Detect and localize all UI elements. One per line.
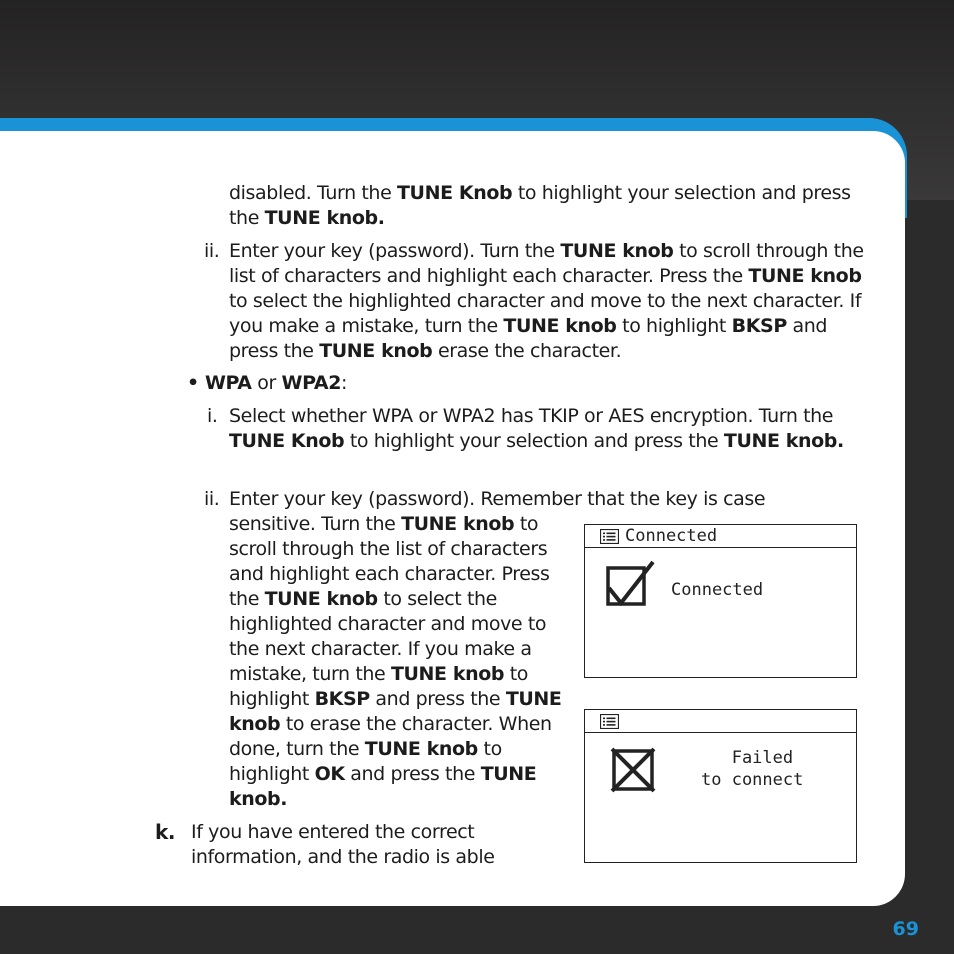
bold-text-run: TUNE knob [401, 513, 515, 535]
text-run: to erase the character. When done, turn the [229, 713, 552, 760]
paragraph-wpa-key-entry [229, 512, 574, 812]
text-run: Enter your key (password). Turn the [229, 240, 561, 262]
text-run: to scroll through the list of characters and highlight each character. Press the [229, 513, 550, 610]
paragraph-step-k [191, 820, 531, 870]
screen-failed [584, 709, 857, 863]
bold-text-run: TUNE knob [264, 588, 378, 610]
screen-message: Connected [671, 580, 764, 600]
text-run: to scroll through the list of characters and highlight each character. Press the [229, 240, 864, 287]
paragraph-wpa-encryption [229, 404, 869, 454]
text-run: sensitive. Turn the [229, 513, 402, 535]
bold-text-run: TUNE knob. [229, 763, 537, 810]
screen-message: Failed to connect [701, 748, 804, 790]
bold-text-run: TUNE knob. [723, 430, 844, 452]
checkbox-crossed-icon [609, 746, 657, 794]
list-marker-ii-2: ii. [204, 488, 220, 510]
screen-header-title: Connected [625, 526, 718, 546]
bold-text-run: OK [314, 763, 345, 785]
list-marker-ii: ii. [204, 240, 220, 262]
bold-text-run: TUNE Knob [229, 430, 345, 452]
bold-text-run: TUNE knob [560, 240, 674, 262]
screen-header-bar [585, 710, 856, 733]
text-run: erase the character. [432, 340, 622, 362]
text-run: and press the [369, 688, 506, 710]
paragraph-wep-key-entry [229, 239, 869, 364]
bold-text-run: TUNE knob. [264, 207, 385, 229]
paragraph-disabled-continuation [229, 181, 869, 231]
bold-text-run: WPA2 [281, 372, 342, 394]
bold-text-run: BKSP [314, 688, 370, 710]
page-number: 69 [892, 918, 919, 940]
bold-text-run: • [187, 372, 205, 394]
text-run: and press the [229, 315, 828, 362]
text-run: disabled. Turn the [229, 182, 397, 204]
text-run: to highlight [229, 663, 528, 710]
text-run: or [251, 372, 282, 394]
text-run: : [341, 372, 348, 394]
text-run: If you have entered the correct information, and the radio is able [191, 821, 495, 868]
text-run: to select the highlighted character and move to the next character. If you make a mistake, turn the [229, 290, 862, 337]
bold-text-run: TUNE Knob [397, 182, 513, 204]
text-run: to highlight [229, 738, 502, 785]
text-run: to highlight your selection and press the [229, 182, 851, 229]
menu-list-icon [600, 714, 619, 729]
screen-header-bar [585, 525, 856, 548]
text-run: to highlight [616, 315, 732, 337]
text-run: Enter your key (password). Remember that the key is case [229, 488, 766, 510]
bold-text-run: TUNE knob [319, 340, 433, 362]
screen-connected [584, 524, 857, 678]
step-marker-k: k. [155, 820, 176, 844]
bold-text-run: TUNE knob [364, 738, 478, 760]
text-run: to highlight your selection and press the [344, 430, 724, 452]
paragraph-wpa-key-entry-intro [229, 487, 869, 512]
bold-text-run: TUNE knob [748, 265, 862, 287]
bullet-wpa [187, 371, 487, 396]
bold-text-run: WPA [204, 372, 252, 394]
bold-text-run: TUNE knob [503, 315, 617, 337]
text-run: and press the [344, 763, 481, 785]
bold-text-run: BKSP [731, 315, 787, 337]
text-run: Select whether WPA or WPA2 has TKIP or AES encryption. Turn the [229, 405, 834, 427]
bold-text-run: TUNE knob [229, 688, 562, 735]
checkbox-checked-icon [605, 559, 657, 611]
text-run: to select the highlighted character and move to the next character. If you make a mistake, turn the [229, 588, 547, 685]
bold-text-run: TUNE knob [390, 663, 505, 685]
menu-list-icon [600, 529, 619, 544]
list-marker-i: i. [207, 405, 218, 427]
